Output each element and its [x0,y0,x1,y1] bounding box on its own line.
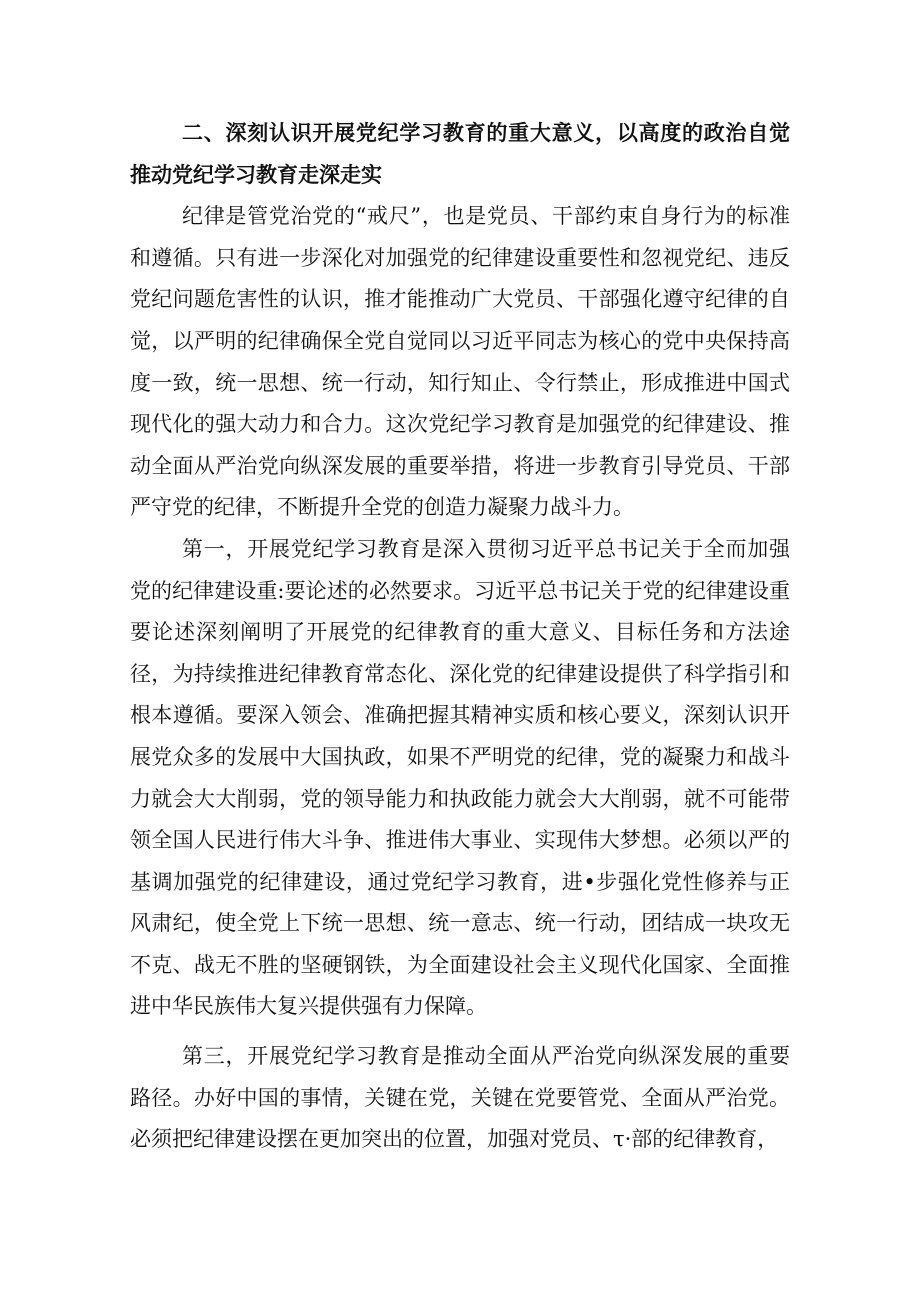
paragraph-first-point: 第一，开展党纪学习教育是深入贯彻习近平总书记关于全而加强党的纪律建设重:要论述的必然要求。习近平总书记关于党的纪律建设重要论述深刻阐明了开展党的纪律教育的重大意义、目标任务和方法途径，为持续推进纪律教育常态化、深化党的纪律建设提供了科学指引和根本遵循。要深入领会、准确把握其精神实质和核心要义，深刻认识开展党众多的发展中大国执政，如果不严明党的纪律，党的凝聚力和战斗力就会大大削弱，党的领导能力和执政能力就会大大削弱，就不可能带领全国人民进行伟大斗争、推进伟大事业、实现伟大梦想。必须以严的基调加强党的纪律建设，通过党纪学习教育，进•步强化党性修养与正风肃纪，使全党上下统一思想、统一意志、统一行动，团结成一块攻无不克、战无不胜的坚硬钢铁，为全面建设社会主义现代化国家、全面推进中华民族伟大复兴提供强有力保障。 [130,536,790,1019]
paragraph-third-point: 第三，开展党纪学习教育是推动全面从严治党向纵深发展的重要路径。办好中国的事情，关键在党，关键在党要管党、全面从严治党。必须把纪律建设摆在更加突出的位置，加强对党员、τ·部的纪律教育， [130,1044,790,1152]
document-body [130,113,790,1161]
section-heading: 二、深刻认识开展党纪学习教育的重大意义，以高度的政治自觉推动党纪学习教育走深走实 [130,121,790,187]
paragraph-intro: 纪律是管党治党的“戒尺”，也是党员、干部约束自身行为的标准和遵循。只有进一步深化对加强党的纪律建设重要性和忽视党纪、违反党纪问题危害性的认识，推才能推动广大党员、干部强化遵守纪律的自觉，以严明的纪律确保全党自觉同以习近平同志为核心的党中央保持高度一致，统一思想、统一行动，知行知止、令行禁止，形成推进中国式现代化的强大动力和合力。这次党纪学习教育是加强党的纪律建设、推动全面从严治党向纵深发展的重要举措，将进一步教育引导党员、干部严守党的纪律，不断提升全党的创造力凝聚力战斗力。 [130,204,790,520]
